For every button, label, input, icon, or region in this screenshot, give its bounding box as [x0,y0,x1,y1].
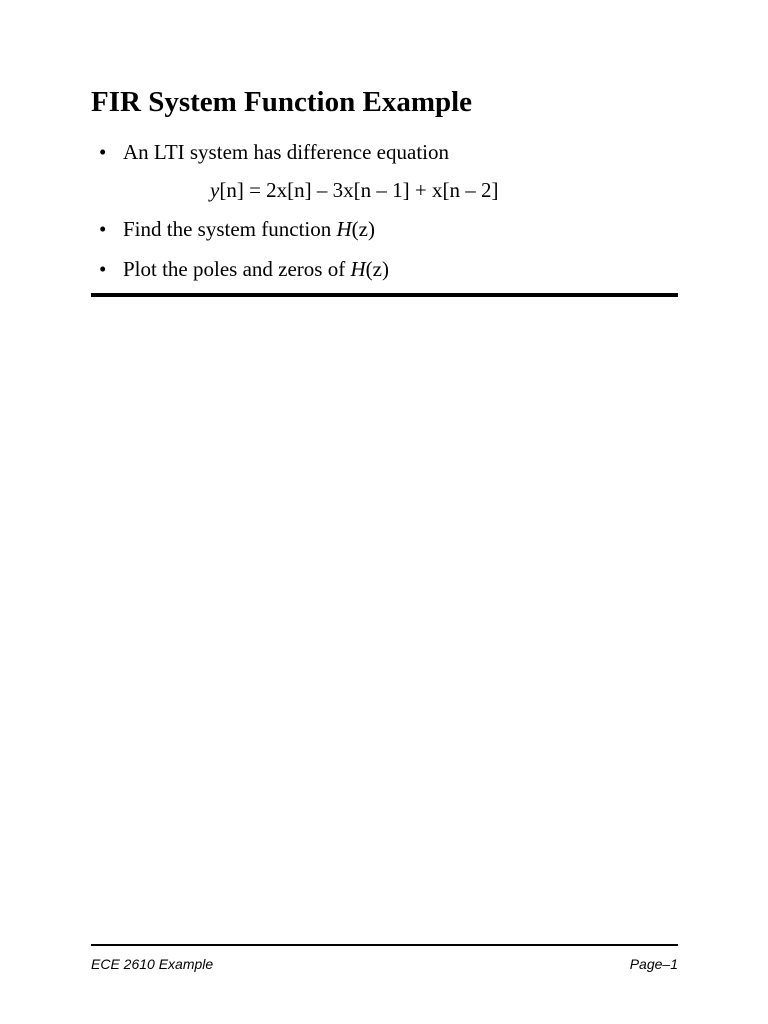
bullet-text: Find the system function [123,217,337,241]
bullet-item [99,256,389,282]
bullet-item [99,139,449,165]
footer-course-label: ECE 2610 Example [91,956,214,972]
equation-op-1: – [311,178,333,202]
footer-page-number: Page–1 [629,956,678,972]
equation-op-2: + [409,178,433,202]
equation-lhs-index: [n] [219,178,244,202]
footer-divider [91,944,678,946]
equation-equals: = [243,178,267,202]
equation-lhs-var: y [210,178,220,202]
page-title: FIR System Function Example [91,86,473,118]
equation-term-2: 3x[n – 1] [332,178,410,202]
difference-equation [210,176,499,204]
bullet-text: Plot the poles and zeros of [123,257,351,281]
bullet-text: An LTI system has difference equation [123,140,449,164]
equation-term-3: x[n – 2] [432,178,499,202]
bullet-item [99,216,375,242]
header-divider [91,293,678,297]
math-symbol: H [350,257,366,281]
math-argument: (z) [351,217,375,241]
bullet-symbol: • [99,140,107,164]
bullet-symbol: • [99,257,107,281]
math-argument: (z) [365,257,389,281]
bullet-symbol: • [99,217,107,241]
math-symbol: H [336,217,352,241]
equation-term-1: 2x[n] [266,178,312,202]
